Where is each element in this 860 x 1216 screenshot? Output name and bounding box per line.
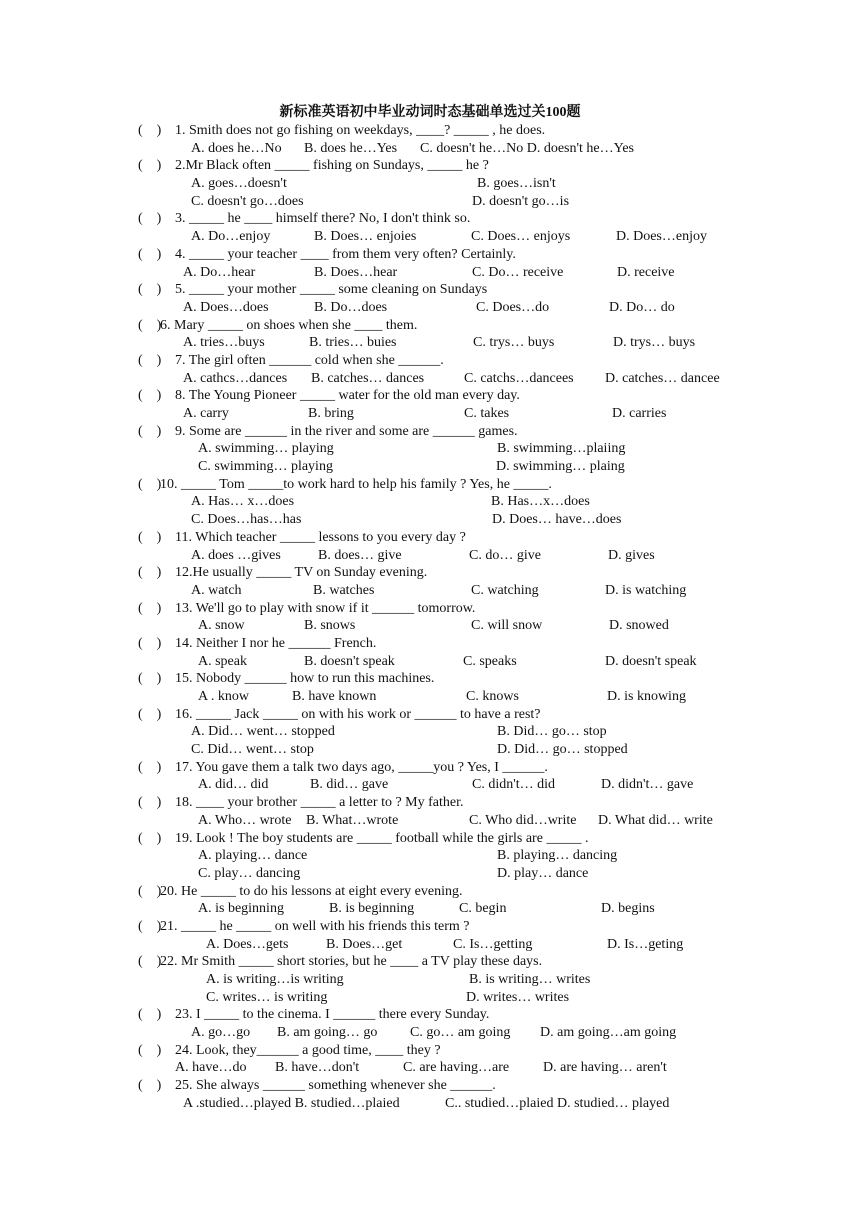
question-5 <box>0 281 860 299</box>
answer-option: A. snow <box>198 618 245 634</box>
question-4 <box>0 246 860 264</box>
answer-option: B. doesn't speak <box>304 653 395 669</box>
option-row <box>0 582 860 600</box>
question-17 <box>0 759 860 777</box>
answer-option: A. does he…No <box>191 140 282 156</box>
answer-option: A. is writing…is writing <box>206 972 344 987</box>
answer-option: A. have…do <box>175 1060 247 1076</box>
answer-option: A. is beginning <box>198 901 284 917</box>
answer-blank: ( ) <box>138 600 162 616</box>
answer-option: A. does …gives <box>191 547 281 563</box>
question-stem: 16. _____ Jack _____ on with his work or ______ to have a rest? <box>175 706 541 722</box>
answer-option: C. trys… buys <box>473 335 555 351</box>
question-6 <box>0 317 860 335</box>
option-row <box>0 812 860 830</box>
option-row <box>0 264 860 282</box>
answer-option: D. Is…geting <box>607 936 684 952</box>
answer-blank: ( ) <box>138 211 162 227</box>
answer-option: B. snows <box>304 618 356 634</box>
answer-option: C. doesn't go…does <box>191 193 304 209</box>
answer-option: A. speak <box>198 653 247 669</box>
answer-option: D. doesn't go…is <box>472 193 570 209</box>
question-stem: 9. Some are ______ in the river and some are ______ games. <box>175 423 518 439</box>
option-row <box>0 688 860 706</box>
answer-option: D. Does… have…does <box>492 512 622 528</box>
question-24 <box>0 1042 860 1060</box>
answer-option: A. go…go <box>191 1025 251 1041</box>
answer-blank: ( ) <box>138 565 162 581</box>
answer-option: B. does he…Yes <box>304 140 398 156</box>
answer-option: C. Who did…write <box>469 812 577 828</box>
answer-option: C. swimming… playing <box>198 459 333 475</box>
answer-option: A .studied…played B. studied…plaied <box>183 1095 400 1111</box>
answer-blank: ( ) <box>138 795 162 811</box>
answer-option: B. am going… go <box>277 1025 378 1041</box>
answer-option: B. goes…isn't <box>477 176 556 192</box>
answer-option: D. is knowing <box>607 689 686 704</box>
answer-blank: ( ) <box>138 317 162 333</box>
answer-option: B. is beginning <box>329 901 415 917</box>
question-stem: 20. He _____ to do his lessons at eight every evening. <box>160 883 463 899</box>
answer-blank: ( ) <box>138 529 162 545</box>
answer-option: B. does… give <box>318 547 402 563</box>
answer-option: A. Did… went… stopped <box>191 724 335 740</box>
answer-option: A. watch <box>191 582 242 598</box>
question-20 <box>0 883 860 901</box>
question-stem: 22. Mr Smith _____ short stories, but he ____ a TV play these days. <box>160 954 543 970</box>
answer-blank: ( ) <box>138 1078 162 1094</box>
question-stem: 19. Look ! The boy students are _____ football while the girls are _____ . <box>175 830 589 846</box>
option-row <box>0 299 860 317</box>
answer-option: B. catches… dances <box>311 370 425 386</box>
answer-option: D. receive <box>617 264 675 280</box>
answer-option: A. did… did <box>198 777 269 793</box>
answer-option: C. Do… receive <box>472 264 564 280</box>
document-title: 新标准英语初中毕业动词时态基础单选过关100题 <box>279 105 581 120</box>
answer-option: B. Does…hear <box>314 264 398 280</box>
question-25 <box>0 1077 860 1095</box>
answer-option: B. watches <box>313 582 375 598</box>
option-row <box>0 1059 860 1077</box>
answer-option: A. cathcs…dances <box>183 370 288 386</box>
answer-option: A. playing… dance <box>198 848 308 864</box>
answer-option: C. play… dancing <box>198 865 301 881</box>
question-11 <box>0 529 860 547</box>
answer-option: C. Does…has…has <box>191 512 302 528</box>
answer-blank: ( ) <box>138 352 162 368</box>
answer-option: D. am going…am going <box>540 1025 677 1041</box>
question-16 <box>0 706 860 724</box>
answer-option: D. writes… writes <box>466 989 570 1005</box>
answer-option: C. Does…do <box>476 299 550 315</box>
answer-blank: ( ) <box>138 388 162 404</box>
question-stem: 23. I _____ to the cinema. I ______ there every Sunday. <box>175 1007 490 1023</box>
question-15 <box>0 670 860 688</box>
answer-option: B. What…wrote <box>306 812 399 828</box>
question-3 <box>0 210 860 228</box>
answer-option: D. trys… buys <box>613 335 696 351</box>
question-stem: 14. Neither I nor he ______ French. <box>175 635 377 651</box>
question-10 <box>0 476 860 494</box>
answer-option: B. have…don't <box>275 1060 360 1076</box>
answer-option: B. Does… enjoies <box>314 229 417 245</box>
option-row <box>0 440 860 458</box>
question-21 <box>0 918 860 936</box>
question-stem: 25. She always ______ something whenever she ______. <box>175 1078 496 1094</box>
option-row <box>0 865 860 883</box>
option-row <box>0 847 860 865</box>
question-stem: 24. Look, they______ a good time, ____ they ? <box>175 1042 441 1058</box>
question-stem: 3. _____ he ____ himself there? No, I don't think so. <box>175 211 471 227</box>
answer-option: C. writes… is writing <box>206 989 328 1005</box>
question-stem: 10. _____ Tom _____to work hard to help his family ? Yes, he _____. <box>160 476 552 492</box>
option-row <box>0 547 860 565</box>
question-23 <box>0 1006 860 1024</box>
option-row <box>0 140 860 158</box>
question-8 <box>0 387 860 405</box>
answer-blank: ( ) <box>138 1042 162 1058</box>
option-row <box>0 971 860 989</box>
answer-blank: ( ) <box>138 706 162 722</box>
option-row <box>0 175 860 193</box>
answer-option: C. watching <box>471 582 539 598</box>
answer-blank: ( ) <box>138 158 162 174</box>
question-stem: 5. _____ your mother _____ some cleaning on Sundays <box>175 282 488 298</box>
question-1 <box>0 122 860 140</box>
answer-option: B. Has…x…does <box>491 494 590 510</box>
option-row <box>0 776 860 794</box>
answer-option: B. bring <box>308 406 354 421</box>
answer-option: B. Do…does <box>314 299 388 315</box>
answer-option: D. gives <box>608 547 655 563</box>
question-12 <box>0 564 860 582</box>
answer-blank: ( ) <box>138 759 162 775</box>
answer-option: A . know <box>198 689 249 704</box>
answer-option: B. tries… buies <box>309 335 397 351</box>
option-row <box>0 1095 860 1113</box>
answer-option: C. do… give <box>469 547 541 563</box>
question-14 <box>0 635 860 653</box>
answer-option: D. What did… write <box>598 812 713 828</box>
question-19 <box>0 830 860 848</box>
answer-option: B. have known <box>292 689 377 704</box>
answer-blank: ( ) <box>138 282 162 298</box>
answer-option: C. will snow <box>471 618 543 634</box>
option-row <box>0 653 860 671</box>
question-stem: 18. ____ your brother _____ a letter to ? My father. <box>175 795 464 811</box>
option-row <box>0 511 860 529</box>
answer-option: C.. studied…plaied D. studied… played <box>445 1095 670 1111</box>
answer-option: C. are having…are <box>403 1060 510 1076</box>
answer-option: C. takes <box>464 406 510 421</box>
answer-option: A. carry <box>183 406 229 421</box>
answer-option: B. playing… dancing <box>497 848 618 864</box>
answer-option: C. Did… went… stop <box>191 742 314 758</box>
answer-option: D. catches… dancee <box>605 370 720 386</box>
answer-option: D. didn't… gave <box>601 777 694 793</box>
question-stem: 6. Mary _____ on shoes when she ____ them. <box>160 317 418 333</box>
answer-option: A. Does…does <box>183 299 269 315</box>
question-stem: 17. You gave them a talk two days ago, _____you ? Yes, I ______. <box>175 759 548 775</box>
option-row <box>0 493 860 511</box>
answer-option: A. Has… x…does <box>191 494 295 510</box>
option-row <box>0 1024 860 1042</box>
question-stem: 4. _____ your teacher ____ from them very often? Certainly. <box>175 246 516 262</box>
answer-option: A. Do…enjoy <box>191 229 271 245</box>
answer-blank: ( ) <box>138 476 162 492</box>
question-stem: 12.He usually _____ TV on Sunday evening. <box>175 565 428 581</box>
answer-option: B. is writing… writes <box>469 972 591 987</box>
question-9 <box>0 423 860 441</box>
answer-option: D. Did… go… stopped <box>497 742 628 758</box>
question-stem: 1. Smith does not go fishing on weekdays, ____? _____ , he does. <box>175 123 546 138</box>
option-row <box>0 405 860 423</box>
question-stem: 21. _____ he _____ on well with his friends this term ? <box>160 918 470 934</box>
answer-option: B. Does…get <box>326 936 403 952</box>
option-row <box>0 458 860 476</box>
option-row <box>0 228 860 246</box>
answer-option: D. begins <box>601 901 655 917</box>
answer-option: D. snowed <box>609 618 669 634</box>
option-row <box>0 989 860 1007</box>
answer-option: D. are having… aren't <box>543 1060 667 1076</box>
answer-option: A. Do…hear <box>183 264 256 280</box>
answer-option: C. Does… enjoys <box>471 229 571 245</box>
answer-option: C. Is…getting <box>453 936 533 952</box>
answer-option: D. Does…enjoy <box>616 229 707 245</box>
option-row <box>0 741 860 759</box>
answer-blank: ( ) <box>138 635 162 651</box>
answer-blank: ( ) <box>138 830 162 846</box>
answer-option: B. swimming…plaiing <box>497 441 626 457</box>
answer-option: C. speaks <box>463 653 517 669</box>
answer-blank: ( ) <box>138 1007 162 1023</box>
answer-blank: ( ) <box>138 671 162 687</box>
answer-option: C. knows <box>466 689 519 704</box>
answer-option: D. play… dance <box>497 865 589 881</box>
answer-option: D. doesn't speak <box>605 653 697 669</box>
option-row <box>0 334 860 352</box>
answer-option: A. Who… wrote <box>198 812 292 828</box>
option-row <box>0 617 860 635</box>
answer-option: D. Do… do <box>609 299 675 315</box>
answer-option: B. did… gave <box>310 777 389 793</box>
answer-option: A. tries…buys <box>183 335 265 351</box>
question-18 <box>0 794 860 812</box>
question-stem: 15. Nobody ______ how to run this machines. <box>175 671 435 687</box>
question-2 <box>0 157 860 175</box>
answer-option: C. catchs…dancees <box>464 370 574 386</box>
answer-blank: ( ) <box>138 246 162 262</box>
question-stem: 7. The girl often ______ cold when she ______. <box>175 352 444 368</box>
question-stem: 8. The Young Pioneer _____ water for the old man every day. <box>175 388 520 404</box>
question-list <box>0 122 860 1113</box>
question-13 <box>0 600 860 618</box>
option-row <box>0 193 860 211</box>
answer-blank: ( ) <box>138 423 162 439</box>
answer-blank: ( ) <box>138 883 162 899</box>
answer-option: C. doesn't he…No D. doesn't he…Yes <box>420 140 635 156</box>
option-row <box>0 936 860 954</box>
question-stem: 11. Which teacher _____ lessons to you every day ? <box>175 529 466 545</box>
option-row <box>0 900 860 918</box>
answer-option: D. is watching <box>605 582 687 598</box>
answer-option: D. swimming… plaing <box>496 459 625 475</box>
answer-option: D. carries <box>612 406 667 421</box>
answer-blank: ( ) <box>138 918 162 934</box>
question-stem: 13. We'll go to play with snow if it ______ tomorrow. <box>175 600 476 616</box>
answer-option: C. didn't… did <box>472 777 556 793</box>
answer-option: A. goes…doesn't <box>191 176 287 192</box>
answer-option: A. swimming… playing <box>198 441 334 457</box>
question-stem: 2.Mr Black often _____ fishing on Sundays, _____ he ? <box>175 158 489 174</box>
question-7 <box>0 352 860 370</box>
answer-option: C. go… am going <box>410 1025 511 1041</box>
answer-option: A. Does…gets <box>206 936 289 952</box>
option-row <box>0 723 860 741</box>
answer-option: C. begin <box>459 901 507 917</box>
answer-option: B. Did… go… stop <box>497 724 607 740</box>
question-22 <box>0 953 860 971</box>
answer-blank: ( ) <box>138 123 162 138</box>
option-row <box>0 370 860 388</box>
answer-blank: ( ) <box>138 954 162 970</box>
